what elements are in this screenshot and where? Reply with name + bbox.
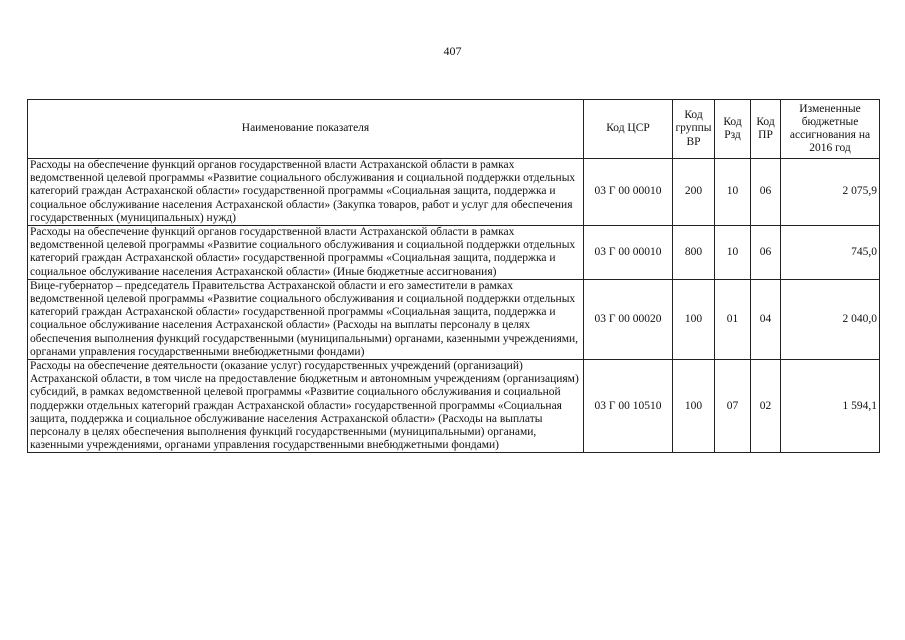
row-name: Расходы на обеспечение функций органов государственной власти Астраханской области в рамках ведомственной целевой программы «Развитие социального обслуживания и социальной поддержки отдельных категорий граждан Астраханской области» государственной программы «Социальная защита, поддержка и социальное обслуживание населения Астраханской области» (Закупка товаров, работ и услуг для обеспечения государственных (муниципальных) нужд) <box>28 159 584 226</box>
row-vr: 100 <box>673 360 715 453</box>
table-row <box>28 159 880 226</box>
table-row <box>28 360 880 453</box>
row-vr: 200 <box>673 159 715 226</box>
header-row <box>28 100 880 159</box>
header-vr: Код группы ВР <box>673 100 715 159</box>
row-sum: 1 594,1 <box>781 360 880 453</box>
row-pr: 02 <box>751 360 781 453</box>
row-rzd: 10 <box>715 159 751 226</box>
row-vr: 800 <box>673 226 715 280</box>
row-pr: 04 <box>751 279 781 359</box>
row-pr: 06 <box>751 159 781 226</box>
table-row <box>28 279 880 359</box>
row-name: Расходы на обеспечение деятельности (оказание услуг) государственных учреждений (организаций) Астраханской области, в том числе на предоставление бюджетным и автономным учреждениям (организациям) субсидий, в рамках ведомственной целевой программы «Развитие социального обслуживания и социальной поддержки отдельных категорий граждан Астраханской области» государственной программы «Социальная защита, поддержка и социальное обслуживание населения Астраханской области» (Расходы на выплаты персоналу в целях обеспечения выполнения функций государственными (муниципальными) органами, казенными учреждениями, органами управления государственными внебюджетными фондами) <box>28 360 584 453</box>
row-sum: 745,0 <box>781 226 880 280</box>
page-number: 407 <box>443 44 462 58</box>
row-csr: 03 Г 00 00010 <box>584 226 673 280</box>
table-row <box>28 226 880 280</box>
budget-table <box>27 99 880 453</box>
row-vr: 100 <box>673 279 715 359</box>
row-csr: 03 Г 00 10510 <box>584 360 673 453</box>
row-sum: 2 075,9 <box>781 159 880 226</box>
row-pr: 06 <box>751 226 781 280</box>
row-csr: 03 Г 00 00010 <box>584 159 673 226</box>
row-rzd: 10 <box>715 226 751 280</box>
row-csr: 03 Г 00 00020 <box>584 279 673 359</box>
row-sum: 2 040,0 <box>781 279 880 359</box>
header-sum: Измененные бюджетные ассигнования на 2016 год <box>781 100 880 159</box>
header-pr: Код ПР <box>751 100 781 159</box>
row-name: Расходы на обеспечение функций органов государственной власти Астраханской области в рамках ведомственной целевой программы «Развитие социального обслуживания и социальной поддержки отдельных категорий граждан Астраханской области» государственной программы «Социальная защита, поддержка и социальное обслуживание населения Астраханской области» (Иные бюджетные ассигнования) <box>28 226 584 280</box>
header-rzd: Код Рзд <box>715 100 751 159</box>
row-name: Вице-губернатор – председатель Правительства Астраханской области и его заместители в рамках ведомственной целевой программы «Развитие социального обслуживания и социальной поддержки отдельных категорий граждан Астраханской области» государственной программы «Социальная защита, поддержка и социальное обслуживание населения Астраханской области» (Расходы на выплаты персоналу в целях обеспечения выполнения функций государственными (муниципальными) органами, казенными учреждениями, органами управления государственными внебюджетными фондами) <box>28 279 584 359</box>
row-rzd: 01 <box>715 279 751 359</box>
header-csr: Код ЦСР <box>584 100 673 159</box>
header-name: Наименование показателя <box>28 100 584 159</box>
row-rzd: 07 <box>715 360 751 453</box>
